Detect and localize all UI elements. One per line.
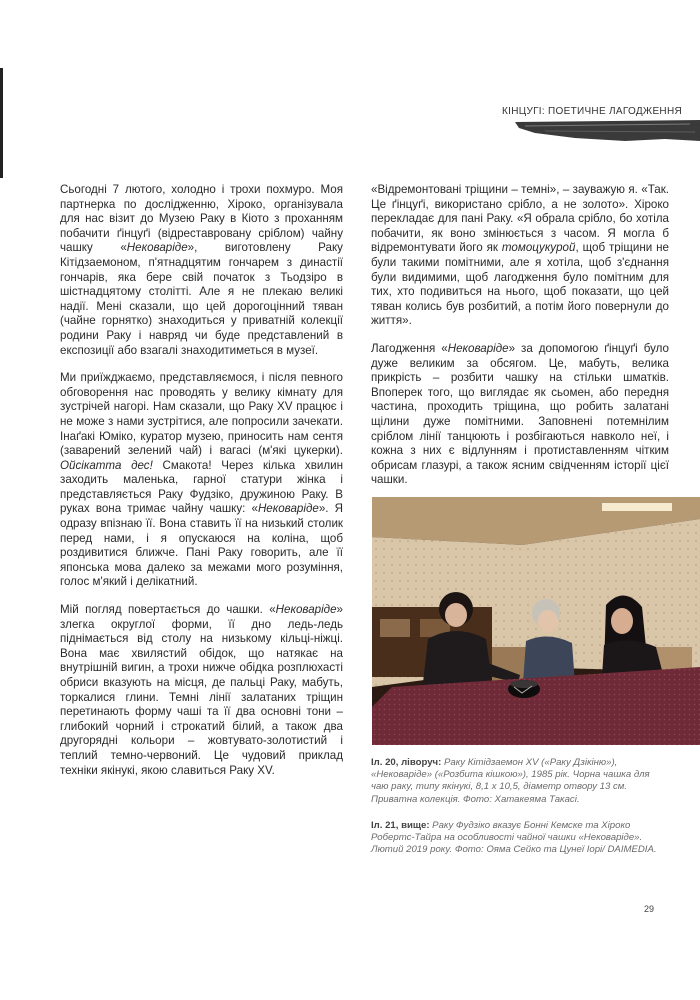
photo-drawing bbox=[372, 497, 700, 745]
text-run: Ми приїжджаємо, представляємося, і після певного обговорення нас проводять у велику кімнату для зустрічей нагорі. Нам сказали, що Раку XV працює і не може з нами зустрітися, але попросили зачекати. Інаґакі Юміко, куратор музею, приносить нам сентя (заварений зелений чай) і вагасі (м'які цукерки). bbox=[60, 371, 343, 458]
caption-label: Іл. 20, ліворуч: bbox=[371, 757, 442, 768]
text-run: , щоб тріщини не були такими помітними, але я хотіла, щоб з'єднання були видимими, щоб лагодження було помітним для тих, хто подивиться на нього, щоб показати, що цей тяван колись був розбитий, а потім його повернули до життя». bbox=[371, 241, 669, 328]
text-italic: томоцукурой bbox=[501, 241, 576, 255]
caption-text: Раку Фудзіко вказує Бонні Кемске та Хіроко Робертс-Тайра на особливості чайної чашки «Нековаріде». Лютий 2019 року. Фото: Ояма Сейко та Цунеї Іорі/ DAIMEDIA. bbox=[371, 820, 657, 856]
caption-figure-20 bbox=[371, 757, 666, 806]
text-italic: Ойсікатта дес! bbox=[60, 458, 153, 472]
text-run: Мій погляд повертається до чашки. « bbox=[60, 603, 276, 617]
paragraph bbox=[60, 371, 343, 590]
cabinet-item bbox=[380, 619, 410, 637]
text-run: », виготовлену Раку Кітідзаемоном, п'ятнадцятим гончарем з династії гончарів, яка бере свій початок з Тьодзіро в шістнадцятому столітті. Але я не плекаю великі надії. Мені сказали, що цей дорогоцінний тяван (чайне горнятко) знаходиться у приватній колекції родини Раку і навряд чи буде представлений в експозиції або взагалі знаходитиметься в музеї. bbox=[60, 241, 343, 357]
person-left-face bbox=[445, 603, 467, 627]
text-italic: Нековаріде bbox=[447, 341, 509, 355]
text-run: Сьогодні 7 лютого, холодно і трохи похмуро. Моя партнерка по дослідженню, Хіроко, організувала для нас візит до Музею Раку в Кіото з проханням побачити ґінцуґі (відреставровану сріблом) чайну чашку « bbox=[60, 183, 343, 255]
caption-text: Раку Кітідзаемон XV («Раку Дзікіню»), «Нековаріде» («Розбита кішкою»), 1985 рік. Чорна чашка для чаю раку, типу якінукі, 8,1 x 10,5, діаметр отвору 13 см. Приватна колекція. Фото: Хатакеяма Такасі. bbox=[371, 757, 650, 805]
paragraph bbox=[60, 603, 343, 778]
photo-illustration bbox=[372, 497, 700, 745]
person-right-face bbox=[611, 608, 633, 634]
left-text-column bbox=[60, 183, 343, 791]
person-middle-face bbox=[538, 610, 558, 632]
ceiling-light bbox=[602, 503, 672, 511]
paragraph bbox=[371, 183, 669, 329]
text-italic: Нековаріде bbox=[257, 502, 319, 516]
caption-figure-21 bbox=[371, 820, 666, 857]
running-header: КІНЦУГІ: ПОЕТИЧНЕ ЛАГОДЖЕННЯ bbox=[502, 106, 682, 117]
left-edge-bar bbox=[0, 68, 3, 178]
page-number: 29 bbox=[643, 904, 654, 914]
text-italic: Нековаріде bbox=[275, 603, 337, 617]
text-run: Смакота! Через кілька хвилин заходить маленька, гарної статури жінка і представляється Раку Фудзіко, дружиною Раку. В руках вона тримає чайну чашку: « bbox=[60, 458, 344, 516]
text-run: » за допомогою ґінцуґі було дуже великим за обсягом. Це, мабуть, велика прикрість – розбити чашку на стільки шматків. Впоперек того, що виглядає як сьомен, або передня частина, проходить тріщина, що робить залатані щілини дуже помітними. Заповнені потемнілим сріблом лінії танцюють і розбігаються навколо неї, і кожна з них є відлунням і протиставленням чітким обрисам глазурі, а також ясним свідченням історії цієї чашки. bbox=[371, 341, 669, 487]
text-run: Лагодження « bbox=[371, 341, 448, 355]
paragraph bbox=[371, 342, 669, 488]
text-italic: Нековаріде bbox=[126, 241, 188, 255]
text-run: «Відремонтовані тріщини – темні», – зауважую я. «Так. Це ґінцуґі, використано срібло, а не золото». Хіроко перекладає для пані Раку. «Я обрала срібло, бо хотіла побачити, як воно змінюється з часом. Я могла б відремонтувати його як bbox=[371, 183, 669, 255]
brush-stroke-decoration bbox=[515, 119, 700, 143]
paragraph bbox=[60, 183, 343, 358]
right-text-column bbox=[371, 183, 669, 501]
text-run: » злегка округлої форми, її дно ледь-ледь піднімається від столу на низькому кільці-ніжці. Вона має хвилястий обідок, що натякає на внутрішній вигин, а трохи нижче обідка розплюхасті обриси вказують на місця, де пальці Раку, мабуть, торкалися глини. Темні лінії залатаних тріщин перетинають форму чаші та її два основні тони – глибокий чорний і строкатий білий, а також два другорядні кольори – жовтувато-золотистий і теплий темно-червоний. Це чудовий приклад техніки якінукі, якою славиться Раку XV. bbox=[60, 603, 343, 777]
text-run: ». Я одразу впізнаю її. Вона ставить її на низький столик перед нами, і я опускаюся на коліна, щоб роздивитися ближче. Пані Раку говорить, але її японська мова далеко за межами мого розуміння, голос м'який і делікатний. bbox=[60, 502, 343, 589]
caption-label: Іл. 21, вище: bbox=[371, 820, 430, 831]
